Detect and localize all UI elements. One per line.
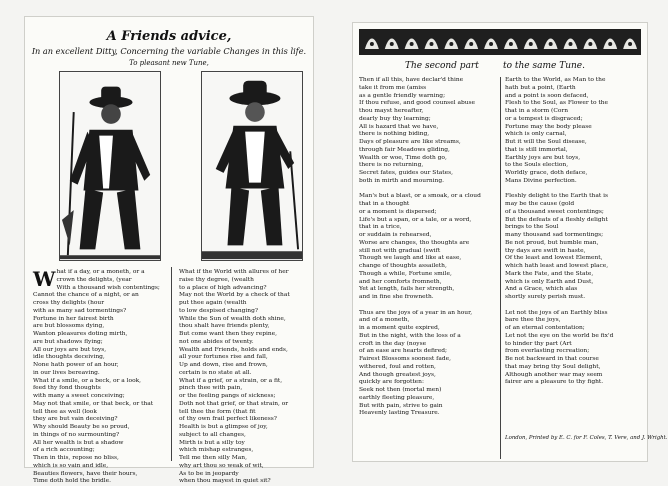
verse-line: crown the delights, (year <box>56 276 132 283</box>
verse-line: still not with gradual (swift <box>359 247 441 254</box>
verse-line: Let not the joys of an Earthly bliss <box>505 309 608 316</box>
verse-line: of an ease are hearts defired; <box>359 348 447 355</box>
verse-line: Flesh to the Soul, as Flower to the <box>505 100 609 107</box>
verse-line <box>505 186 643 194</box>
verse-line: dearly buy thy learning; <box>359 115 431 122</box>
verse-line: and her comforts fromneth, <box>359 278 442 285</box>
verse-line: that in a trice, <box>359 224 402 231</box>
verse-line: croft in the day (noyse <box>359 340 427 347</box>
verse-line: Man's but a blast, or a smoak, or a cloud <box>359 193 481 200</box>
verse-line: Secret fates, guides our States, <box>359 170 453 176</box>
drop-capital: W <box>33 267 56 291</box>
verse-line: What if the World with allures of her <box>179 269 289 275</box>
verse-line: to the Souls election, <box>505 162 569 169</box>
verse-line: What if a grief, or a strain, or a fit, <box>179 377 283 384</box>
verse-line: Be not proud, but humble man, <box>505 239 599 246</box>
verse-line: put thee again (wealth <box>179 300 247 306</box>
verse-line: May not the World by a check of that <box>179 292 290 299</box>
verse-line: raise thy degree, (wealth <box>179 276 254 283</box>
verse-line: which is only carnal, <box>505 131 567 138</box>
verse-line: there is nothing biding, <box>359 131 430 138</box>
verse-line: May not that smile, or that beck, or that <box>33 400 154 407</box>
verse-column-left-a <box>33 267 161 485</box>
verse-line: when thou mayest in quiet sit? <box>179 478 271 485</box>
verse-line: which is so vain and idle, <box>33 462 109 469</box>
verse-line: Yet at length, fails her strength, <box>359 286 455 293</box>
verse-line: withered, foul and rotten, <box>359 363 436 370</box>
verse-line: Then in this, repose no bliss, <box>33 455 119 461</box>
verse-line: subject to all changes, <box>179 431 246 438</box>
verse-line: Then if all this, have declar'd thine <box>359 77 464 83</box>
verse-line: thou shalt have friends plenty, <box>179 323 270 330</box>
verse-line: that in a storm (Corn <box>505 108 569 114</box>
verse-line: Fortune in her fairest birth <box>33 315 114 322</box>
verse-column-right-b <box>505 77 643 459</box>
verse-line: Mans Divine perfection. <box>505 177 577 184</box>
verse-line: or the feeling pangs of sickness; <box>179 393 276 399</box>
verse-line: that in a thought <box>359 201 410 207</box>
verse-line: Fairest Blossoms soonest fade, <box>359 356 451 362</box>
verse-line: earthly fleeting pleasure, <box>359 394 435 401</box>
verse-line: But in the night, with the loss of a <box>359 332 461 339</box>
verse-line: Why should Beauty be so proud, <box>33 424 130 430</box>
woodcut-figure-icon <box>60 72 160 260</box>
verse-line: Wealth and Friends, holds and ends, <box>179 346 288 353</box>
verse-line: take it from me (amiss <box>359 84 427 91</box>
verse-line: Life's but a span, or a tale, or a word, <box>359 216 472 223</box>
verse-line: are but shadows flying; <box>33 338 103 345</box>
verse-line: they are but vain deceiving? <box>33 416 118 423</box>
verse-line: tell thee as well (look <box>33 408 97 415</box>
verse-line: through fair Meadows gliding, <box>359 146 450 153</box>
verse-line: Although another war may seem <box>505 371 603 378</box>
verse-line: While the Sun of wealth doth shine, <box>179 315 286 322</box>
verse-line: of a thousand sweet contentings; <box>505 208 604 215</box>
verse-line: What if a day, or a moneth, or a <box>33 267 145 291</box>
verse-line: And though greatest joys, <box>359 371 436 378</box>
ballad-subtitle: In an excellent Ditty, Concerning the variable Changes in this life. <box>31 46 307 56</box>
verse-line: And a Grace, which alas <box>505 286 578 293</box>
verse-line: As to be in jeopardy <box>179 470 239 477</box>
verse-column-left-b <box>179 269 307 485</box>
verse-line: Be not backward in that course <box>505 356 599 362</box>
verse-line: brings to the Soul <box>505 224 559 231</box>
verse-line: and in fine she frowneth. <box>359 294 434 300</box>
verse-line: many thousand sad tormentings; <box>505 232 604 238</box>
verse-line: All our joys are but toys, <box>33 346 107 353</box>
verse-line: But come want then they repine, <box>179 331 278 337</box>
verse-line: Let not the eye on the world be fix'd <box>505 332 614 339</box>
verse-line: Thus are the joys of a year in an hour, <box>359 309 473 316</box>
verse-line: All is hazard that we have, <box>359 123 439 130</box>
verse-line: With a thousand wish contentings; <box>56 284 160 291</box>
verse-line: Beauties flowers, have their hours, <box>33 470 138 477</box>
verse-line: Earthly joys are but toys, <box>505 154 581 161</box>
verse-line: change of thoughts assaileth, <box>359 263 447 269</box>
verse-line: Fortune may the body please <box>505 123 592 130</box>
verse-line: or a moment is dispersed; <box>359 208 437 215</box>
verse-line: to a place of high advancing? <box>179 284 267 291</box>
broadside-right-page <box>352 22 668 462</box>
verse-line: and a point is soon defaced, <box>505 92 589 99</box>
verse-line: All her wealth is but a shadow <box>33 439 124 446</box>
verse-line: If thou refuse, and good counsel abuse <box>359 100 476 107</box>
verse-line: Fleshly delight to the Earth that is <box>505 193 608 200</box>
verse-line: shortly surely perish must. <box>505 294 586 300</box>
verse-line: may be the cause (gold <box>505 201 575 207</box>
verse-line: of a rich accounting; <box>33 447 95 454</box>
verse-line: Days of pleasure are like streams, <box>359 139 461 145</box>
column-rule <box>171 267 172 461</box>
verse-line: both in mirth and mourning. <box>359 177 445 184</box>
verse-line <box>505 302 643 310</box>
broadside-left-page <box>24 16 314 485</box>
verse-column-right-a <box>359 77 497 459</box>
verse-line <box>359 302 497 310</box>
verse-line: Though we laugh and like at ease, <box>359 255 462 262</box>
verse-line: which hath least and lowest place, <box>505 263 609 269</box>
verse-line: quickly are forgotten: <box>359 379 424 386</box>
verse-line: that is still immortal, <box>505 146 568 153</box>
woodcut-cavalier-left <box>59 71 161 261</box>
part-title: The second part <box>405 61 479 71</box>
verse-line: in things of no surmounting? <box>33 431 120 438</box>
verse-line: Mirth is but a silly toy <box>179 439 245 446</box>
verse-line: hath but a point, (Earth <box>505 84 576 91</box>
verse-line: in our lives bereaving. <box>33 369 100 376</box>
verse-line: certain is no state at all. <box>179 369 252 376</box>
verse-line: or a tempest is disgraced; <box>505 115 583 122</box>
verse-line: feed thy fond thoughts <box>33 385 101 392</box>
verse-line: tell thee the form (that fit <box>179 408 256 415</box>
verse-line: None hath power of an hour, <box>33 362 119 368</box>
verse-line: not one abides of twenty. <box>179 338 254 345</box>
verse-line: why art thou so weak of wit, <box>179 462 264 469</box>
verse-line: Cannot the chance of a night, or an <box>33 292 139 299</box>
verse-line: Seek not then (mortal men) <box>359 387 442 393</box>
verse-line: that may bring thy Soul delight, <box>505 363 601 370</box>
verse-line: all your fortunes rise and fall, <box>179 354 268 361</box>
tune-direction: to the same Tune. <box>503 61 585 71</box>
verse-line: But it will the Soul disease, <box>505 139 587 145</box>
verse-line: Wanton pleasures doting mirth, <box>33 331 128 337</box>
column-rule <box>500 77 501 459</box>
verse-line: and of a moneth, <box>359 317 410 324</box>
verse-line: thou mayst hereafter, <box>359 108 424 114</box>
verse-line: with many a sweet conceiving; <box>33 393 125 399</box>
verse-line: Though a while, Fortune smile, <box>359 270 452 277</box>
ornament-border-icon <box>359 29 641 55</box>
verse-line: of an eternal contentation; <box>505 325 585 331</box>
verse-line: in a moment quite expired, <box>359 325 440 331</box>
verse-line: idle thoughts deceiving, <box>33 354 105 361</box>
verse-line: to low despised changing? <box>179 307 258 314</box>
verse-line: bare thee the joys, <box>505 317 561 324</box>
woodcut-cavalier-right <box>201 71 303 261</box>
verse-line: But the defeats of a fleshly delight <box>505 216 608 223</box>
verse-line: Time doth hold the bridle. <box>33 478 111 485</box>
verse-line: which is only Earth and Dust, <box>505 278 594 285</box>
verse-line: Doth not that grief, or that strain, or <box>179 400 289 407</box>
verse-line: there is no returning, <box>359 162 424 169</box>
verse-line: of thy own frail perfect likeness? <box>179 416 277 423</box>
ballad-title: A Friends advice, <box>106 29 232 44</box>
verse-line: Up and down, rise and frown, <box>179 362 268 368</box>
verse-line: Of the least and lowest Element, <box>505 255 603 262</box>
verse-line: Health is but a glimpse of joy, <box>179 424 268 430</box>
verse-line: which mishap estranges, <box>179 447 254 454</box>
verse-line: Wealth or woe, Time doth go, <box>359 154 447 161</box>
verse-line: from everlasting recreation; <box>505 348 590 355</box>
verse-line: What if a smile, or a beck, or a look, <box>33 377 142 384</box>
woodcut-figure-icon <box>202 72 302 260</box>
verse-line: pinch thee with pain, <box>179 385 243 392</box>
verse-line: are but blossoms dying, <box>33 323 105 330</box>
verse-line: as a gentle friendly warning; <box>359 92 446 99</box>
verse-line: Heavenly lasting Treasure. <box>359 410 440 417</box>
verse-line: But with pain, strive to gain <box>359 402 443 409</box>
printer-imprint: London, Printed by E. C. for F. Coles, T. Vere, and J. Wright. <box>505 435 668 441</box>
verse-line <box>359 186 497 194</box>
verse-line: to hinder thy part (Art <box>505 340 572 347</box>
verse-line: Earth to the World, as Man to the <box>505 77 606 83</box>
verse-line: with as many sad tormentings? <box>33 307 127 314</box>
verse-line: Mark the Fate, and the State, <box>505 270 594 277</box>
verse-line: fairer are a pleasure to thy fight. <box>505 379 604 386</box>
tune-direction: To pleasant new Tune, <box>129 59 209 67</box>
decorative-border <box>359 29 641 55</box>
verse-line: thy days are swift in haste, <box>505 247 586 254</box>
verse-line: cross thy delights (hour <box>33 300 105 306</box>
verse-line: Worse are changes, tho thoughts are <box>359 239 470 246</box>
verse-line: Worldly grace, doth deface, <box>505 170 588 176</box>
verse-line: Tell me then silly Man, <box>179 455 247 461</box>
verse-line: or suddain is rehearsed, <box>359 232 432 238</box>
